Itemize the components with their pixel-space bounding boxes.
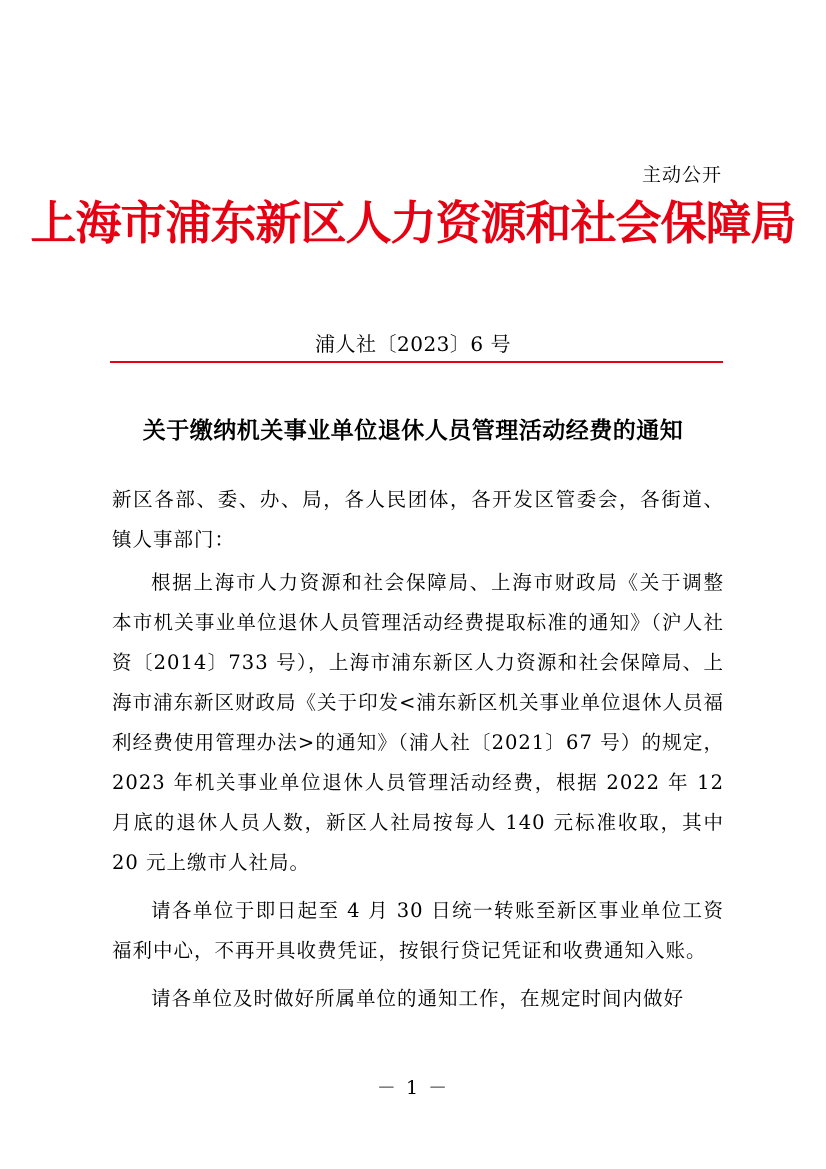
page-number: － 1 － xyxy=(376,1077,450,1099)
addressee: 新区各部、委、办、局，各人民团体，各开发区管委会，各街道、镇人事部门： xyxy=(112,488,724,551)
document-number: 浦人社〔2023〕6 号 xyxy=(315,332,511,356)
paragraph-payment-deadline: 请各单位于即日起至 4 月 30 日统一转账至新区事业单位工资福利中心，不再开具收费凭证，按银行贷记凭证和收费通知入账。 xyxy=(112,899,724,962)
red-separator-line xyxy=(110,361,723,363)
agency-letterhead: 上海市浦东新区人力资源和社会保障局 xyxy=(30,196,796,250)
paragraph-regulation-basis: 根据上海市人力资源和社会保障局、上海市财政局《关于调整本市机关事业单位退休人员管理活动经费提取标准的通知》（沪人社资〔2014〕733 号），上海市浦东新区人力资源和社会保障局、上海市浦东新区财政局《关于印发<浦东新区机关事业单位退休人员福利经费使用管理办法>的通知》（浦人社〔2021〕67 号）的规定，2023 年机关事业单位退休人员管理活动经费，根据 2022 年 12 月底的退休人员人数，新区人社局按每人 140 元标准收取，其中 20 元上缴市人社局。 xyxy=(112,571,724,874)
body-paragraphs xyxy=(112,563,724,1027)
document-title: 关于缴纳机关事业单位退休人员管理活动经费的通知 xyxy=(142,418,684,444)
paragraph-notification: 请各单位及时做好所属单位的通知工作，在规定时间内做好 xyxy=(151,987,685,1010)
disclosure-label: 主动公开 xyxy=(641,164,722,186)
